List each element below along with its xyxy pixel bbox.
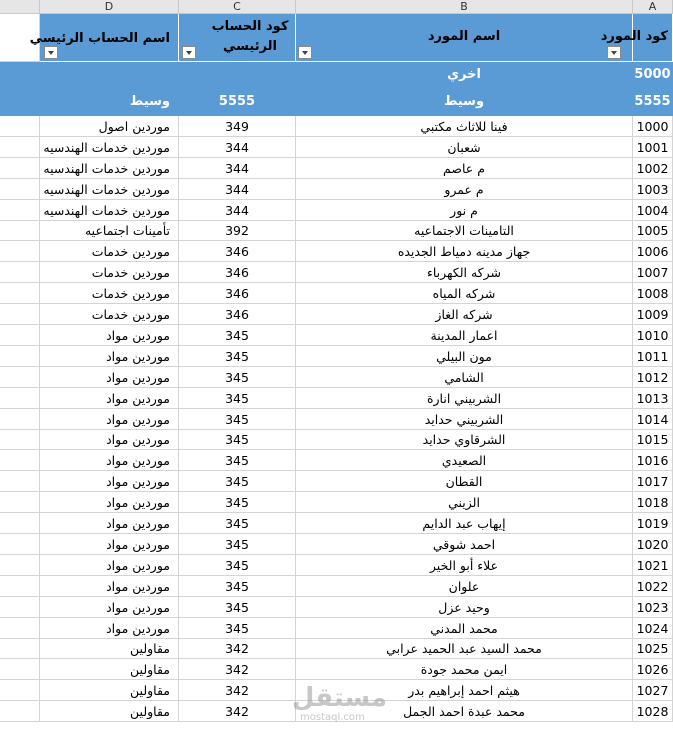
supplier-code-cell[interactable]: 1026 [633,659,673,680]
supplier-code-cell[interactable]: 1018 [633,492,673,513]
supplier-name-cell[interactable]: محمد المدني [296,618,633,639]
filter-dropdown-icon[interactable] [607,46,621,59]
main-account-code-cell[interactable]: 345 [179,618,296,639]
supplier-name-cell[interactable]: ايمن محمد جودة [296,659,633,680]
supplier-code-cell[interactable]: 1013 [633,388,673,409]
supplier-name-cell[interactable]: هيثم احمد إبراهيم بدر [296,680,633,701]
row-empty-cell[interactable] [0,534,40,555]
main-account-code-cell[interactable]: 344 [179,137,296,158]
column-header-a[interactable]: A [633,0,673,14]
main-account-name-cell[interactable]: مقاولين [40,680,179,701]
supplier-name-cell[interactable]: محمد عبدة احمد الجمل [296,701,633,722]
header-label: كود المورد [600,29,668,44]
row-empty-cell[interactable] [0,346,40,367]
supplier-name-cell[interactable]: جهاز مدينه دمياط الجديده [296,241,633,262]
supplier-code-cell[interactable]: 1002 [633,158,673,179]
row-empty-cell[interactable] [0,388,40,409]
main-account-name-cell[interactable]: موردين مواد [40,409,179,430]
row-empty-cell[interactable] [0,367,40,388]
band-code-cell[interactable]: 5555 [633,90,673,116]
row-empty-cell[interactable] [0,555,40,576]
main-account-name-cell[interactable]: موردين مواد [40,618,179,639]
supplier-code-cell[interactable]: 1003 [633,179,673,200]
main-account-code-cell[interactable]: 345 [179,430,296,450]
supplier-code-cell[interactable]: 1007 [633,262,673,283]
band-code-cell[interactable]: 5000 [633,62,673,90]
supplier-code-cell[interactable]: 1011 [633,346,673,367]
main-account-name-cell[interactable]: موردين مواد [40,534,179,555]
main-account-code-cell[interactable]: 342 [179,701,296,722]
supplier-name-cell[interactable]: إيهاب عبد الدايم [296,513,633,534]
header-supplier-code[interactable] [600,14,673,62]
supplier-name-cell[interactable]: الشرقاوي حدايد [296,430,633,450]
band-main-code-cell[interactable]: 5555 [179,90,296,116]
supplier-code-cell[interactable]: 1017 [633,471,673,492]
main-account-name-cell[interactable]: موردين خدمات [40,262,179,283]
supplier-code-cell[interactable]: 1014 [633,409,673,430]
main-account-code-cell[interactable]: 345 [179,346,296,367]
main-account-name-cell[interactable]: موردين مواد [40,576,179,597]
supplier-code-cell[interactable]: 1008 [633,283,673,304]
header-label-line2: الرئيسي [223,39,277,54]
main-account-code-cell[interactable]: 345 [179,450,296,471]
main-account-name-cell[interactable]: مقاولين [40,659,179,680]
supplier-code-cell[interactable]: 1016 [633,450,673,471]
row-empty-cell[interactable] [0,116,40,137]
band-name-cell[interactable]: اخري [296,62,633,90]
row-empty-cell[interactable] [0,430,40,450]
main-account-name-cell[interactable]: موردين خدمات [40,241,179,262]
supplier-name-cell[interactable]: م عاصم [296,158,633,179]
main-account-code-cell[interactable]: 344 [179,158,296,179]
supplier-name-cell[interactable]: شركه الغاز [296,304,633,325]
supplier-code-cell[interactable]: 1027 [633,680,673,701]
supplier-code-cell[interactable]: 1023 [633,597,673,618]
supplier-name-cell[interactable]: محمد السيد عبد الحميد عرابي [296,639,633,659]
row-empty-cell[interactable] [0,304,40,325]
supplier-name-cell[interactable]: علوان [296,576,633,597]
main-account-code-cell[interactable]: 345 [179,555,296,576]
watermark-text: مستقل [291,683,387,713]
supplier-name-cell[interactable]: الصعيدي [296,450,633,471]
supplier-name-cell[interactable]: الشربيني حدايد [296,409,633,430]
supplier-code-cell[interactable]: 1022 [633,576,673,597]
supplier-code-cell[interactable]: 1028 [633,701,673,722]
band-name-cell[interactable]: وسيط [296,90,633,116]
row-empty-cell[interactable] [0,639,40,659]
main-account-code-cell[interactable]: 345 [179,471,296,492]
header-label: اسم المورد [427,29,501,44]
supplier-name-cell[interactable]: الشربيني انارة [296,388,633,409]
main-account-name-cell[interactable]: موردين مواد [40,597,179,618]
supplier-code-cell[interactable]: 1000 [633,116,673,137]
main-account-code-cell[interactable]: 344 [179,200,296,221]
supplier-name-cell[interactable]: مون البيلي [296,346,633,367]
supplier-code-cell[interactable]: 1020 [633,534,673,555]
main-account-name-cell[interactable]: موردين مواد [40,430,179,450]
supplier-code-cell[interactable]: 1025 [633,639,673,659]
column-header-d[interactable]: D [40,0,179,14]
supplier-name-cell[interactable]: القطان [296,471,633,492]
supplier-name-cell[interactable]: وحيد عزل [296,597,633,618]
supplier-code-cell[interactable]: 1012 [633,367,673,388]
row-empty-cell[interactable] [0,492,40,513]
main-account-code-cell[interactable]: 392 [179,221,296,241]
band-cell[interactable] [0,90,40,116]
main-account-name-cell[interactable]: موردين خدمات [40,283,179,304]
row-empty-cell[interactable] [0,221,40,241]
header-label: اسم الحساب الرئيسي [29,31,170,46]
filter-dropdown-icon[interactable] [298,46,312,59]
row-empty-cell[interactable] [0,680,40,701]
main-account-code-cell[interactable]: 346 [179,304,296,325]
main-account-name-cell[interactable]: موردين خدمات الهندسيه [40,200,179,221]
row-empty-cell[interactable] [0,179,40,200]
supplier-name-cell[interactable]: شركه الكهرباء [296,262,633,283]
main-account-code-cell[interactable]: 344 [179,179,296,200]
main-account-code-cell[interactable]: 346 [179,283,296,304]
header-label-line1: كود الحساب [211,19,289,34]
main-account-code-cell[interactable]: 345 [179,409,296,430]
row-empty-cell[interactable] [0,262,40,283]
main-account-name-cell[interactable]: موردين خدمات الهندسيه [40,179,179,200]
main-account-name-cell[interactable]: موردين خدمات [40,304,179,325]
supplier-code-cell[interactable]: 1009 [633,304,673,325]
row-empty-cell[interactable] [0,158,40,179]
supplier-code-cell[interactable]: 1001 [633,137,673,158]
main-account-code-cell[interactable]: 342 [179,680,296,701]
main-account-name-cell[interactable]: موردين مواد [40,325,179,346]
main-account-code-cell[interactable]: 346 [179,262,296,283]
main-account-name-cell[interactable]: موردين مواد [40,513,179,534]
supplier-name-cell[interactable]: الشامي [296,367,633,388]
row-empty-cell[interactable] [0,241,40,262]
main-account-code-cell[interactable]: 345 [179,597,296,618]
row-empty-cell[interactable] [0,450,40,471]
supplier-code-cell[interactable]: 1010 [633,325,673,346]
band-main-name-cell[interactable]: وسيط [40,90,179,116]
supplier-code-cell[interactable]: 1024 [633,618,673,639]
supplier-code-cell[interactable]: 1021 [633,555,673,576]
main-account-name-cell[interactable]: مقاولين [40,639,179,659]
main-account-name-cell[interactable]: موردين مواد [40,450,179,471]
main-account-code-cell[interactable]: 345 [179,325,296,346]
main-account-name-cell[interactable]: موردين مواد [40,388,179,409]
supplier-code-cell[interactable]: 1019 [633,513,673,534]
header-supplier-name[interactable] [296,14,633,62]
supplier-name-cell[interactable]: شعبان [296,137,633,158]
main-account-code-cell[interactable]: 342 [179,659,296,680]
supplier-name-cell[interactable]: شركه المياه [296,283,633,304]
main-account-code-cell[interactable]: 342 [179,639,296,659]
main-account-code-cell[interactable]: 345 [179,367,296,388]
main-account-code-cell[interactable]: 345 [179,534,296,555]
row-empty-cell[interactable] [0,137,40,158]
supplier-name-cell[interactable]: احمد شوقي [296,534,633,555]
column-header-b[interactable]: B [296,0,633,14]
column-header-c[interactable]: C [179,0,296,14]
main-account-code-cell[interactable]: 345 [179,513,296,534]
main-account-name-cell[interactable]: موردين مواد [40,471,179,492]
main-account-code-cell[interactable]: 345 [179,388,296,409]
supplier-name-cell[interactable]: اعمار المدينة [296,325,633,346]
supplier-code-cell[interactable]: 1015 [633,430,673,450]
header-main-account-name[interactable] [29,14,179,62]
row-empty-cell[interactable] [0,659,40,680]
row-empty-cell[interactable] [0,325,40,346]
main-account-code-cell[interactable]: 349 [179,116,296,137]
header-main-account-code[interactable] [179,14,296,62]
mostaql-watermark [292,683,387,723]
supplier-name-cell[interactable]: علاء أبو الخير [296,555,633,576]
filter-dropdown-icon[interactable] [44,46,58,59]
main-account-name-cell[interactable]: موردين مواد [40,492,179,513]
main-account-name-cell[interactable]: موردين خدمات الهندسيه [40,158,179,179]
row-empty-cell[interactable] [0,409,40,430]
main-account-name-cell[interactable]: موردين اصول [40,116,179,137]
supplier-name-cell[interactable]: م عمرو [296,179,633,200]
row-empty-cell[interactable] [0,513,40,534]
row-empty-cell[interactable] [0,701,40,722]
supplier-code-cell[interactable]: 1005 [633,221,673,241]
main-account-name-cell[interactable]: موردين خدمات الهندسيه [40,137,179,158]
row-empty-cell[interactable] [0,597,40,618]
band-cell[interactable] [179,62,296,90]
supplier-name-cell[interactable]: م نور [296,200,633,221]
supplier-name-cell[interactable]: فينا للاثاث مكتبي [296,116,633,137]
supplier-code-cell[interactable]: 1006 [633,241,673,262]
main-account-name-cell[interactable]: موردين مواد [40,555,179,576]
main-account-code-cell[interactable]: 346 [179,241,296,262]
main-account-code-cell[interactable]: 345 [179,492,296,513]
main-account-name-cell[interactable]: موردين مواد [40,346,179,367]
row-empty-cell[interactable] [0,200,40,221]
main-account-code-cell[interactable]: 345 [179,576,296,597]
main-account-name-cell[interactable]: موردين مواد [40,367,179,388]
row-empty-cell[interactable] [0,471,40,492]
row-empty-cell[interactable] [0,576,40,597]
supplier-code-cell[interactable]: 1004 [633,200,673,221]
main-account-name-cell[interactable]: تأمينات اجتماعيه [40,221,179,241]
band-cell[interactable] [0,62,40,90]
row-empty-cell[interactable] [0,283,40,304]
filter-dropdown-icon[interactable] [182,46,196,59]
row-empty-cell[interactable] [0,618,40,639]
supplier-name-cell[interactable]: الزيني [296,492,633,513]
band-cell[interactable] [40,62,179,90]
watermark-sub: mostaql.com [300,712,365,723]
select-all-corner[interactable] [0,0,40,14]
main-account-name-cell[interactable]: مقاولين [40,701,179,722]
supplier-name-cell[interactable]: التامينات الاجتماعيه [296,221,633,241]
